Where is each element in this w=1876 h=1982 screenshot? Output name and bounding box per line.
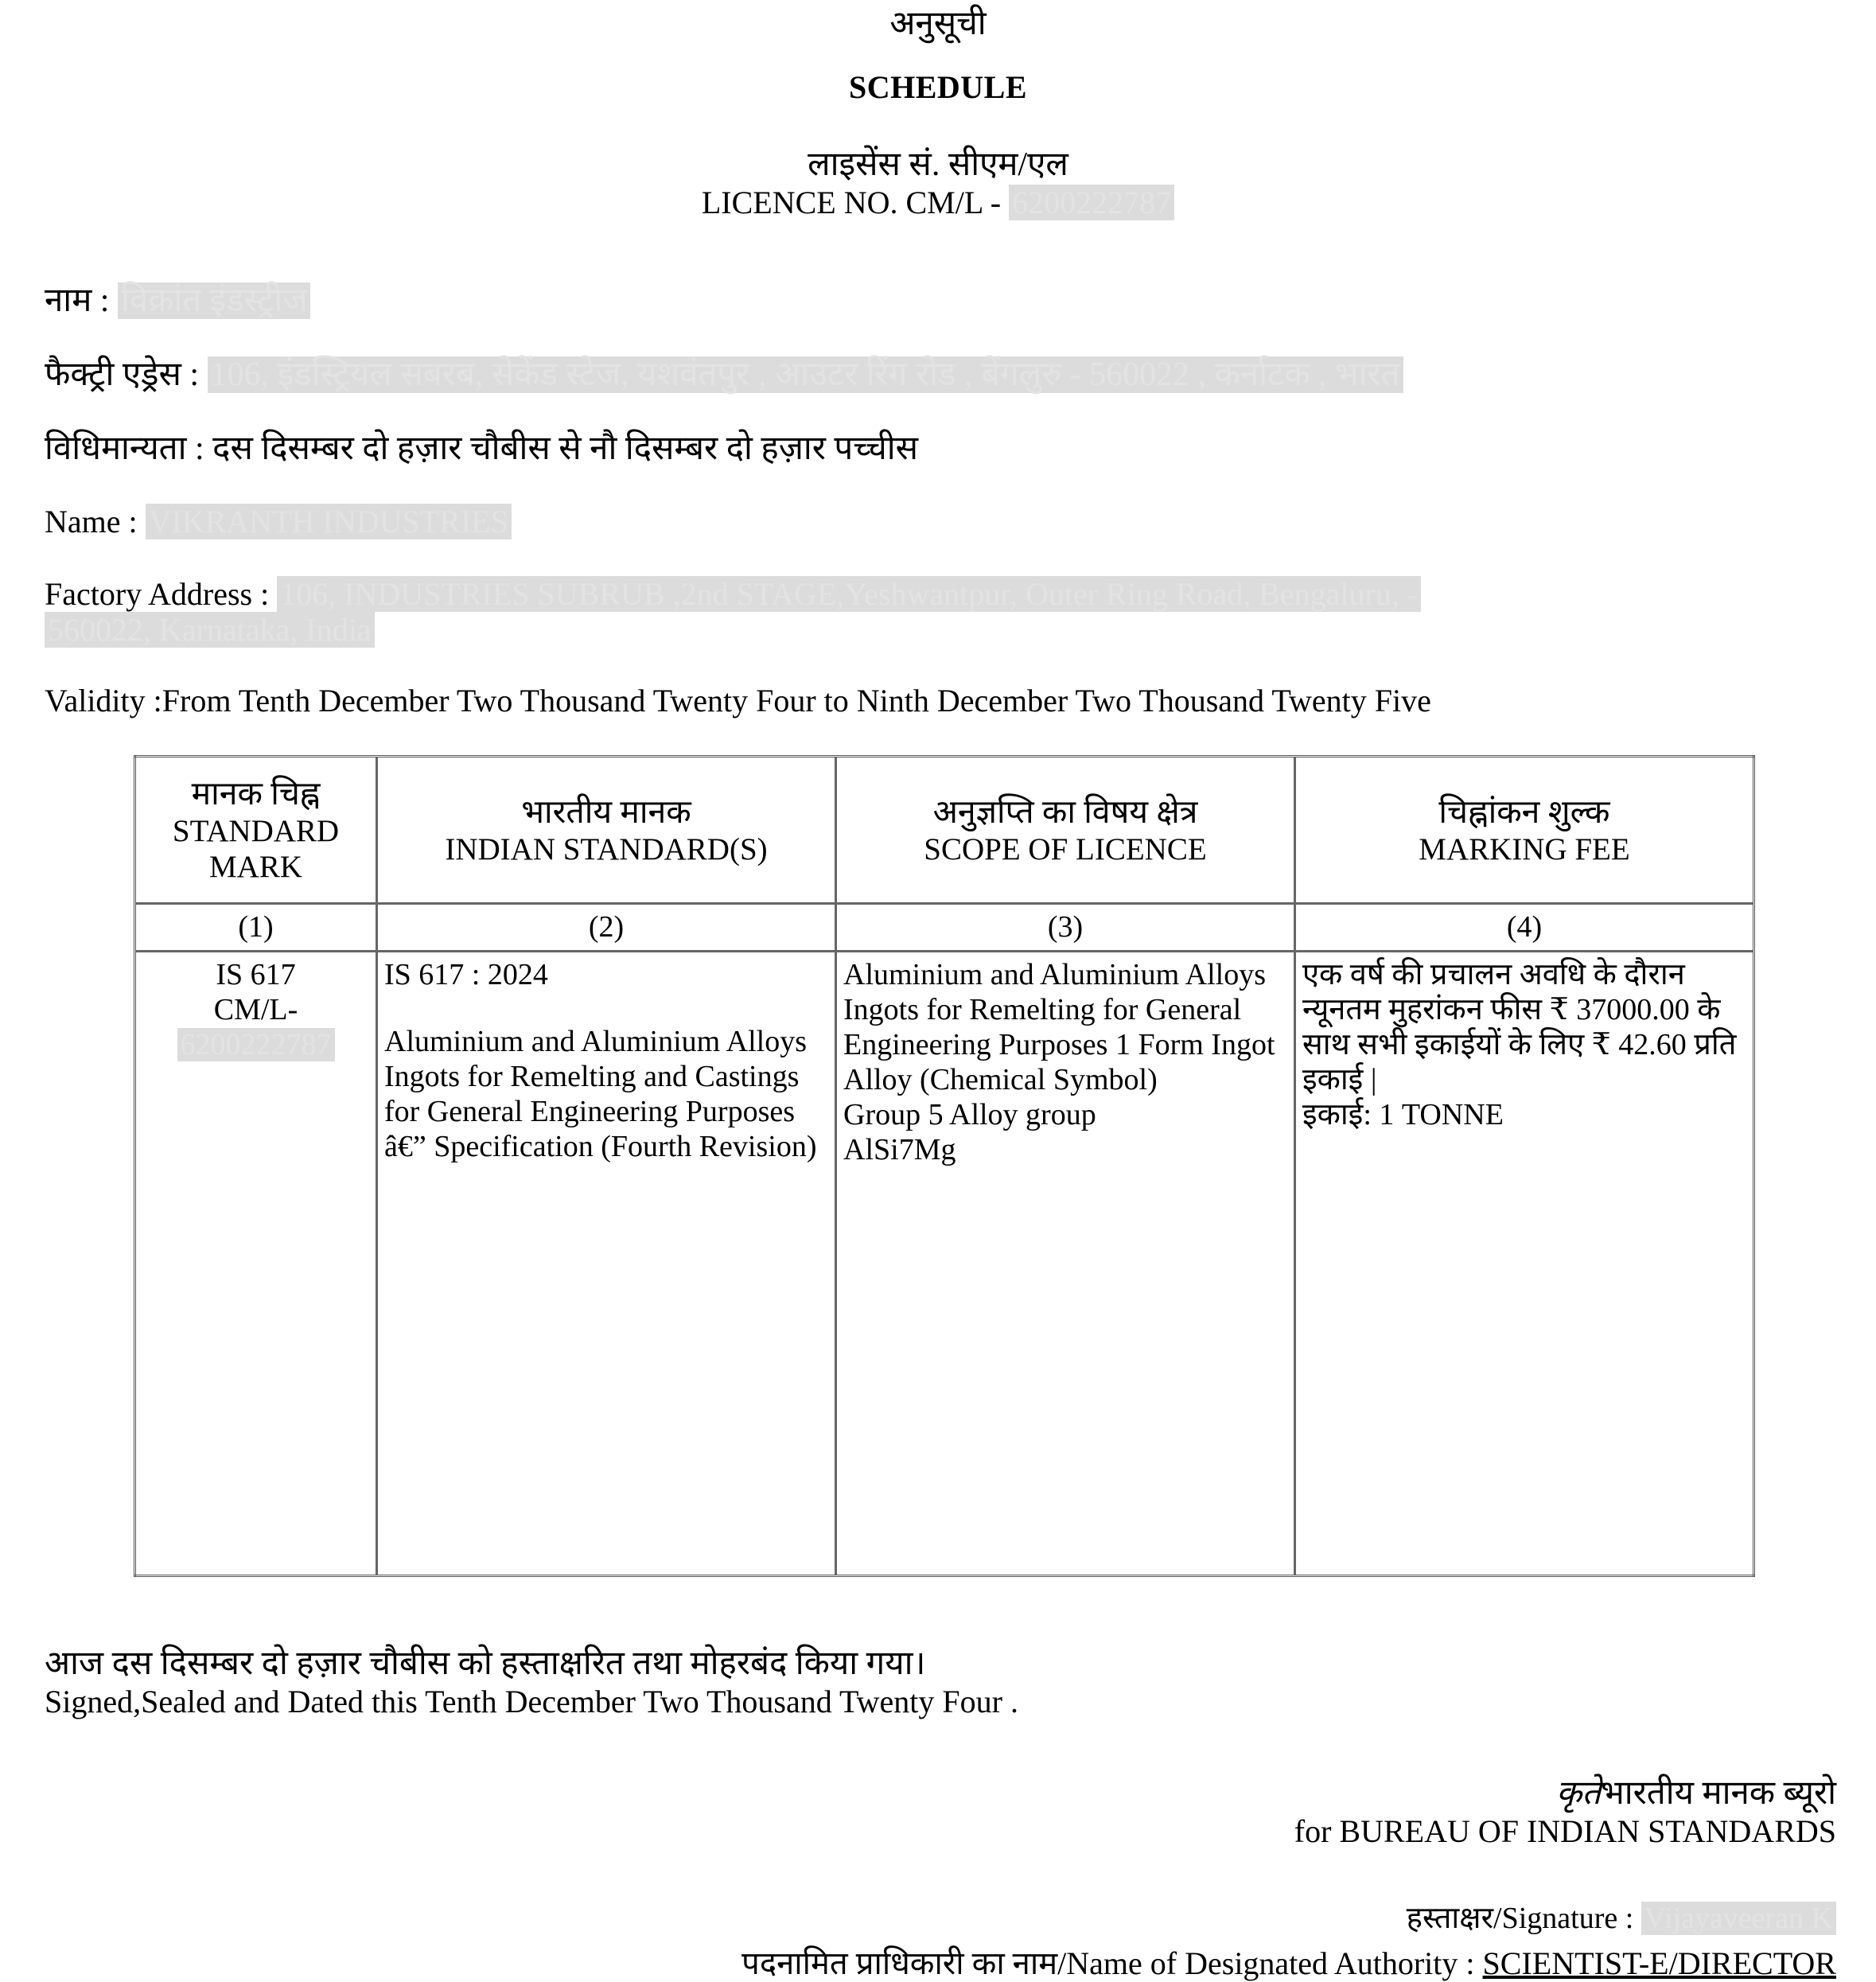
name-label-english: Name : <box>45 504 138 540</box>
licence-number-line <box>0 185 1876 220</box>
header-marking-fee-en: MARKING FEE <box>1419 831 1630 866</box>
name-row-english <box>45 504 1836 540</box>
schedule-document <box>0 6 1876 1982</box>
signed-statement-english: Signed,Sealed and Dated this Tenth December Two Thousand Twenty Four . <box>45 1683 1018 1719</box>
standard-mark-licence-number: 6200222787 <box>177 1028 335 1061</box>
address-row-english <box>45 577 1836 648</box>
header-indian-standard <box>377 757 836 904</box>
licence-label-english: LICENCE NO. CM/L - <box>701 185 1002 221</box>
col-number-3: (3) <box>836 904 1295 951</box>
cell-indian-standard <box>377 951 836 1575</box>
indian-standard-title: Aluminium and Aluminium Alloys Ingots for Remelting and Castings for General Engineering Purposes â€” Specification (Fourth Revision) <box>384 1024 817 1163</box>
spacer <box>384 992 828 1024</box>
header-indian-standard-hindi: भारतीय मानक <box>521 793 691 831</box>
signature-label: हस्ताक्षर/Signature : <box>1406 1901 1634 1935</box>
name-label-hindi: नाम : <box>45 282 110 320</box>
table-header-row <box>135 757 1754 904</box>
page-title-hindi: अनुसूची <box>889 6 987 42</box>
header-scope-hindi: अनुज्ञप्ति का विषय क्षेत्र <box>932 793 1198 831</box>
table-row <box>135 951 1754 1575</box>
header-standard-mark-en1: STANDARD <box>172 814 340 849</box>
signature-value: Vijayaveeran K <box>1641 1902 1836 1935</box>
header-scope-of-licence <box>836 757 1295 904</box>
designated-authority-row <box>45 1946 1836 1982</box>
address-value-english-line2: 560022, Karnataka, India <box>45 612 375 648</box>
signature-row <box>45 1902 1836 1936</box>
address-label-hindi: फैक्ट्री एड्रेस : <box>45 356 200 394</box>
licence-number-value: 6200222787 <box>1009 185 1174 220</box>
address-row-hindi <box>45 356 1836 394</box>
designated-authority-value: SCIENTIST-E/DIRECTOR <box>1482 1945 1836 1982</box>
document-header <box>0 6 1876 220</box>
header-standard-mark-hindi: मानक चिह्न <box>191 775 321 812</box>
name-row-hindi <box>45 282 1836 320</box>
scope-line-1: Aluminium and Aluminium Alloys Ingots for Remelting for General Engineering Purposes <box>843 957 1266 1061</box>
header-scope-en: SCOPE OF LICENCE <box>924 831 1207 866</box>
scope-line-2: 1 Form Ingot <box>1115 1027 1275 1061</box>
for-word: for <box>1294 1813 1332 1849</box>
col-number-1: (1) <box>135 904 377 951</box>
schedule-table <box>134 755 1755 1576</box>
scope-line-4: Group 5 Alloy group <box>843 1097 1096 1131</box>
indian-standard-code: IS 617 : 2024 <box>384 957 548 991</box>
validity-row-english: Validity :From Tenth December Two Thousand Twenty Four to Ninth December Two Thousand Twenty Five <box>45 682 1431 718</box>
designated-authority-label: पदनामित प्राधिकारी का नाम/Name of Designated Authority : <box>741 1945 1475 1982</box>
header-indian-standard-en: INDIAN STANDARD(S) <box>445 831 768 866</box>
header-marking-fee-hindi: चिह्नांकन शुल्क <box>1438 793 1610 831</box>
address-value-hindi: 106, इंडस्ट्रियल सबरब, सेकेंड स्टेज, यशवंतपुर , आउटर रिंग रोड , बेंगलुरु - 560022 , कर्नाटक , भारत <box>208 356 1403 393</box>
bureau-line-english <box>45 1814 1836 1849</box>
schedule-table-wrapper <box>0 755 1876 1576</box>
header-standard-mark-en2: MARK <box>208 850 303 885</box>
marking-fee-text: एक वर्ष की प्रचालन अवधि के दौरान न्यूनतम मुहरांकन फीस ₹ 37000.00 के साथ सभी इकाईयों के लिए ₹ 42.60 प्रति इकाई | <box>1302 957 1737 1096</box>
document-footer <box>0 1645 1876 1982</box>
scope-line-3: Alloy (Chemical Symbol) <box>843 1062 1158 1096</box>
marking-fee-unit: इकाई: 1 TONNE <box>1302 1097 1504 1131</box>
scope-line-5: AlSi7Mg <box>843 1132 956 1166</box>
cell-standard-mark <box>135 951 377 1575</box>
col-number-2: (2) <box>377 904 836 951</box>
bureau-name-english: BUREAU OF INDIAN STANDARDS <box>1339 1813 1836 1849</box>
name-value-english: VIKRANTH INDUSTRIES <box>146 504 512 539</box>
standard-mark-line1: IS 617 <box>216 957 296 991</box>
bureau-name-hindi: भारतीय मानक ब्यूरो <box>1601 1775 1836 1813</box>
address-label-english: Factory Address : <box>45 576 270 613</box>
licensee-details <box>0 282 1876 718</box>
standard-mark-line2: CM/L- <box>213 992 298 1026</box>
kri-word: कृते <box>1555 1775 1602 1813</box>
page-title-english: SCHEDULE <box>848 69 1028 106</box>
cell-marking-fee <box>1295 951 1754 1575</box>
cell-scope-of-licence <box>836 951 1295 1575</box>
signed-statement-hindi: आज दस दिसम्बर दो हज़ार चौबीस को हस्ताक्षरित तथा मोहरबंद किया गया। <box>45 1645 926 1682</box>
table-number-row <box>135 904 1754 951</box>
bureau-line-hindi <box>45 1775 1836 1812</box>
name-value-hindi: विक्रांत इंडस्ट्रीज <box>118 282 310 319</box>
header-standard-mark <box>135 757 377 904</box>
header-marking-fee <box>1295 757 1754 904</box>
col-number-4: (4) <box>1295 904 1754 951</box>
licence-label-hindi: लाइसेंस सं. सीएम/एल <box>808 146 1068 184</box>
validity-row-hindi: विधिमान्यता : दस दिसम्बर दो हज़ार चौबीस से नौ दिसम्बर दो हज़ार पच्चीस <box>45 430 919 468</box>
address-value-english-line1: 106, INDUSTRIES SUBRUB ,2nd STAGE,Yeshwantpur, Outer Ring Road, Bengaluru, - <box>277 576 1421 612</box>
